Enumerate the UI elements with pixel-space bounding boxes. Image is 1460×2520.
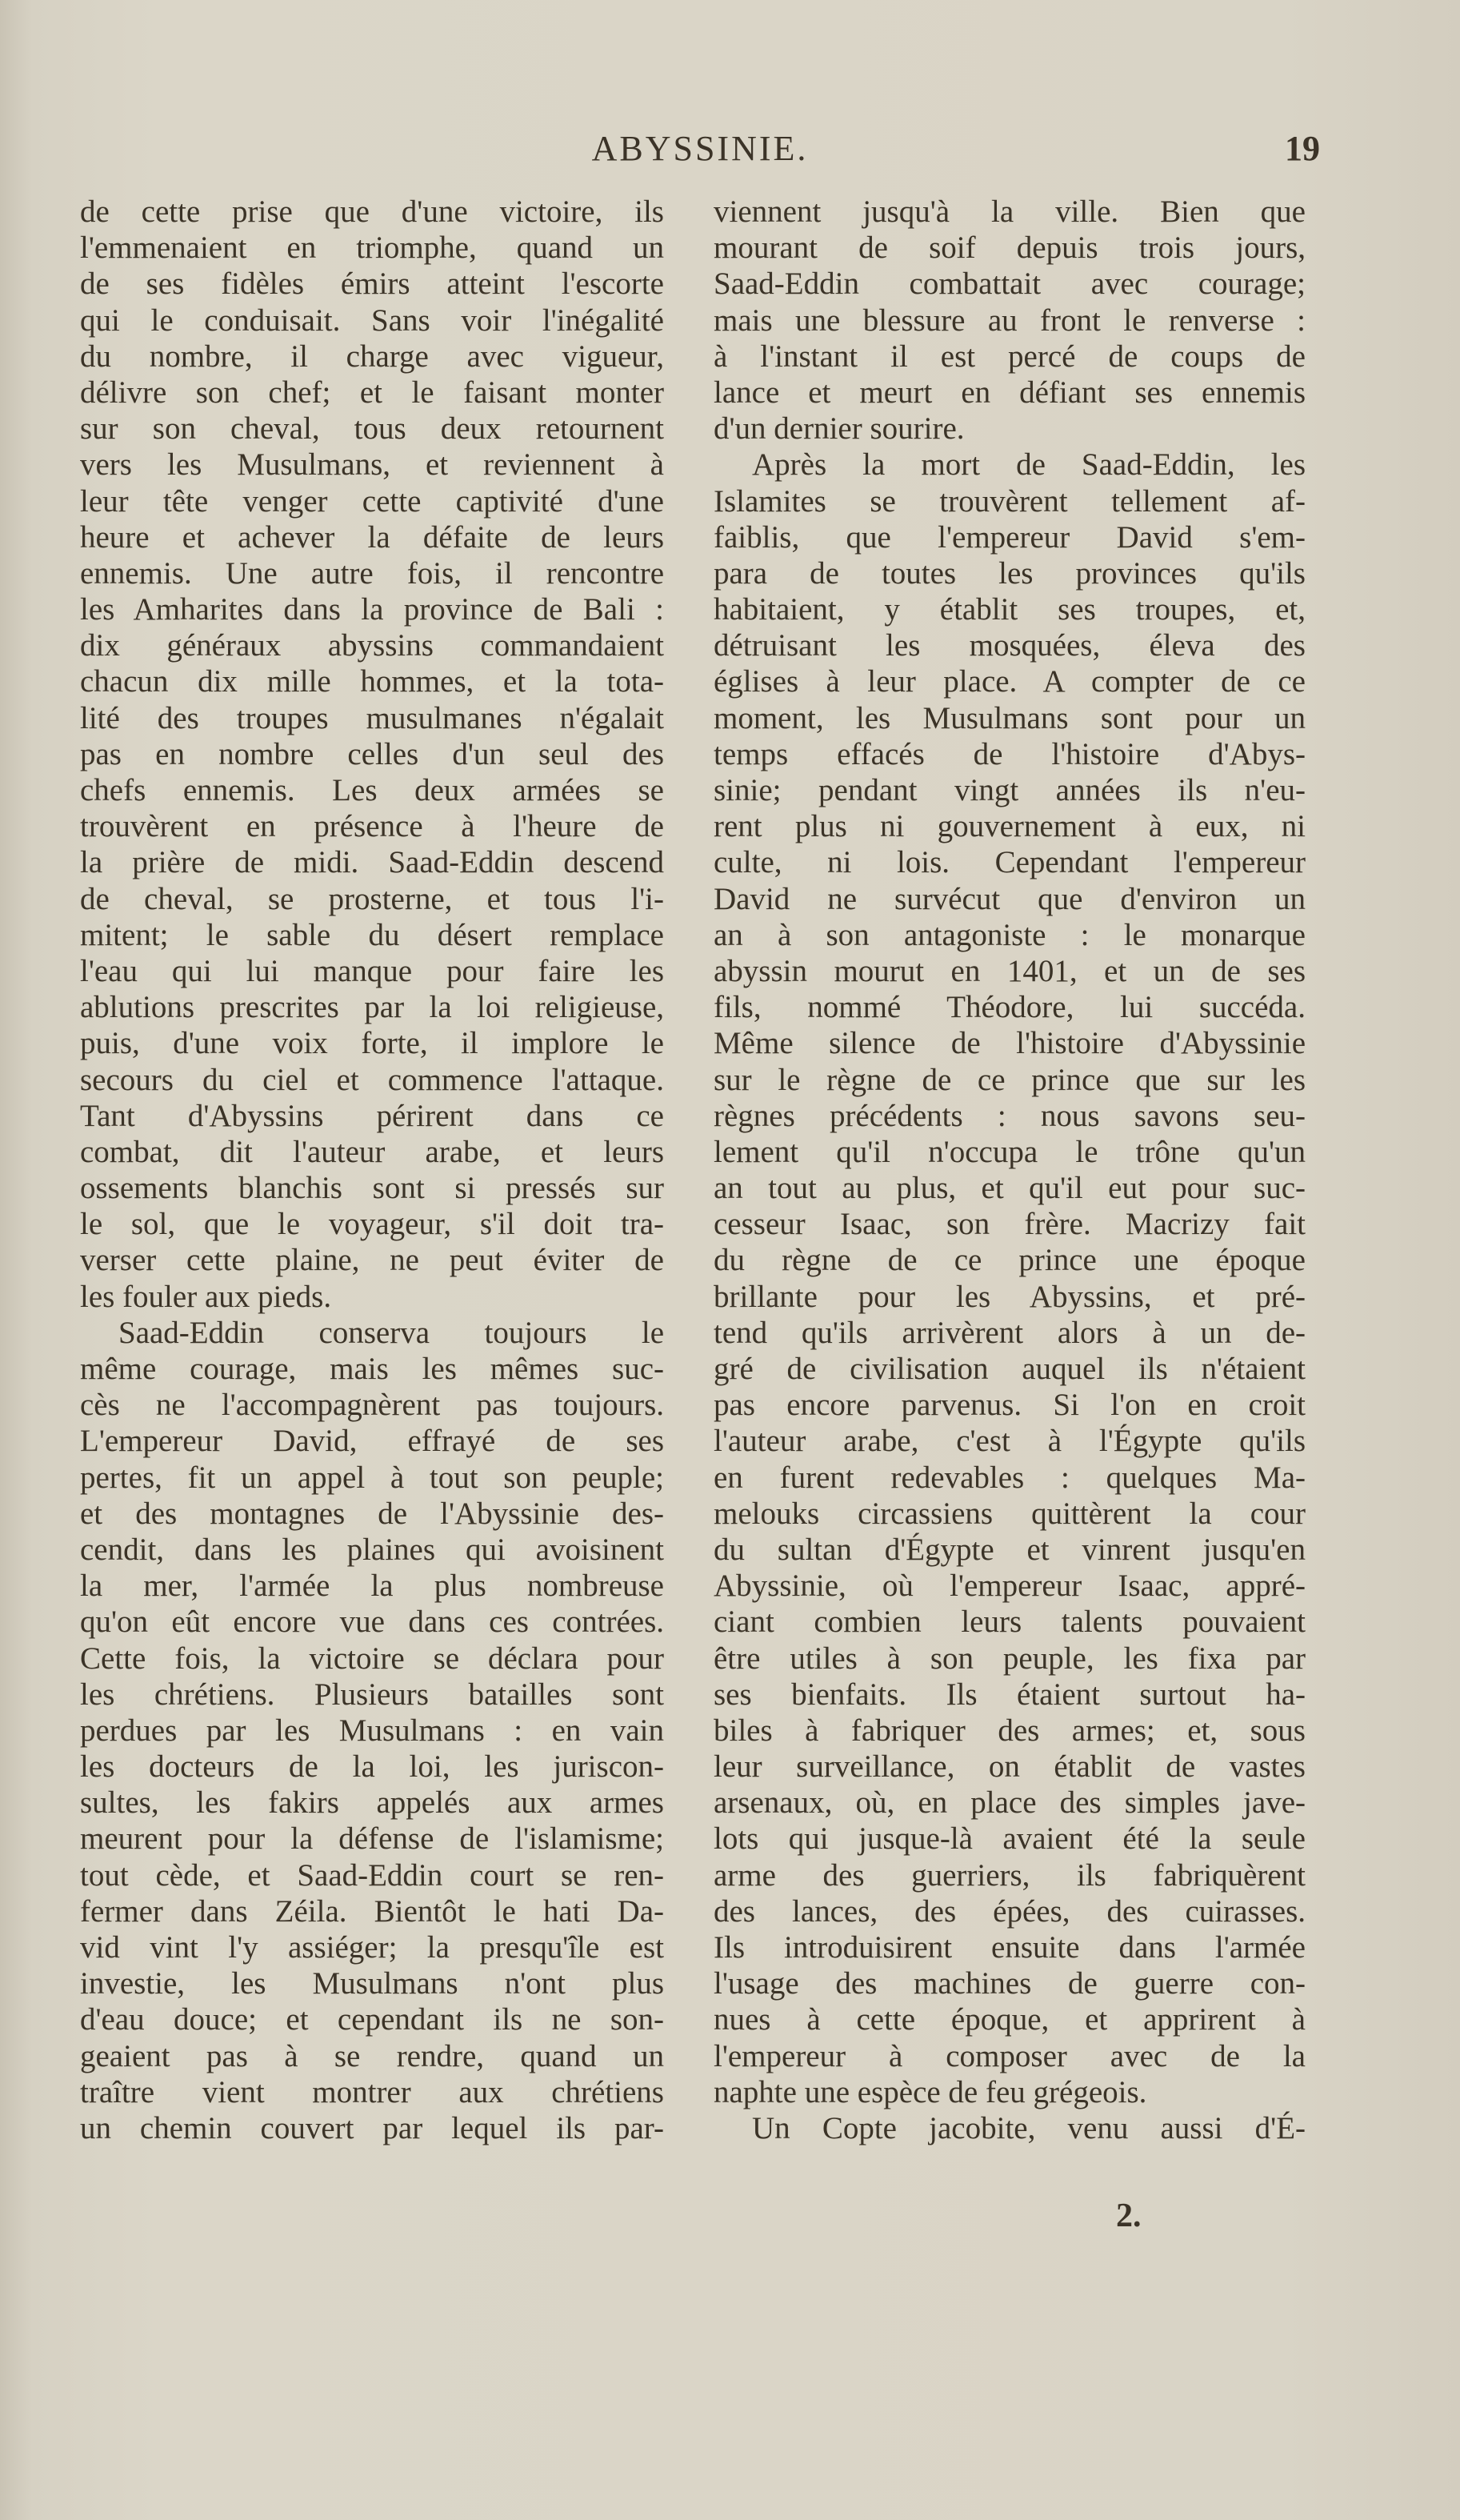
text-line: combat, dit l'auteur arabe, et leurs: [80, 1134, 664, 1169]
text-line: secours du ciel et commence l'attaque.: [80, 1062, 664, 1097]
text-line: ossements blanchis sont si pressés sur: [80, 1171, 664, 1206]
text-line: sultes, les fakirs appelés aux armes: [80, 1785, 664, 1821]
text-line: les fouler aux pieds.: [80, 1279, 332, 1314]
text-line: puis, d'une voix forte, il implore le: [80, 1026, 664, 1061]
text-line: an à son antagoniste : le monarque: [714, 917, 1306, 952]
text-line: Saad-Eddin combattait avec courage;: [714, 266, 1306, 302]
text-line: du nombre, il charge avec vigueur,: [80, 339, 664, 374]
paragraph: [714, 447, 1306, 2110]
text-line: an tout au plus, et qu'il eut pour suc-: [714, 1171, 1306, 1206]
text-line: pertes, fit un appel à tout son peuple;: [80, 1460, 664, 1495]
text-line: Cette fois, la victoire se déclara pour: [80, 1641, 664, 1676]
text-line: chefs ennemis. Les deux armées se: [80, 773, 664, 807]
text-line: lots qui jusque-là avaient été la seule: [714, 1821, 1306, 1857]
text-line: geaient pas à se rendre, quand un: [80, 2038, 664, 2073]
text-line: para de toutes les provinces qu'ils: [714, 555, 1306, 591]
text-line: de cette prise que d'une victoire, ils: [80, 194, 664, 229]
text-line: arsenaux, où, en place des simples jave-: [714, 1785, 1306, 1821]
text-line: lité des troupes musulmanes n'égalait: [80, 700, 664, 735]
text-line: qu'on eût encore vue dans ces contrées.: [80, 1605, 664, 1640]
paragraph: [80, 1315, 664, 2146]
text-line: l'eau qui lui manque pour faire les: [80, 953, 664, 988]
text-line: et des montagnes de l'Abyssinie des-: [80, 1496, 664, 1531]
text-line: L'empereur David, effrayé de ses: [80, 1424, 664, 1459]
text-line: gré de civilisation auquel ils n'étaient: [714, 1352, 1306, 1386]
text-line: fermer dans Zéila. Bientôt le hati Da-: [80, 1893, 664, 1929]
text-line: temps effacés de l'histoire d'Abys-: [714, 736, 1306, 771]
text-line: d'eau douce; et cependant ils ne son-: [80, 2002, 664, 2037]
text-line: trouvèrent en présence à l'heure de: [80, 809, 664, 844]
text-line: biles à fabriquer des armes; et, sous: [714, 1713, 1306, 1748]
text-line: vers les Musulmans, et reviennent à: [80, 447, 664, 483]
text-line: délivre son chef; et le faisant monter: [80, 375, 664, 410]
text-line: l'empereur à composer avec de la: [714, 2038, 1306, 2073]
running-title: ABYSSINIE.: [591, 129, 809, 168]
text-line: la prière de midi. Saad-Eddin descend: [80, 845, 664, 880]
text-line: qui le conduisait. Sans voir l'inégalité: [80, 302, 664, 338]
text-line: de ses fidèles émirs atteint l'escorte: [80, 266, 664, 302]
text-line: être utiles à son peuple, les fixa par: [714, 1641, 1306, 1676]
text-line: règnes précédents : nous savons seu-: [714, 1098, 1306, 1133]
text-line: cès ne l'accompagnèrent pas toujours.: [80, 1388, 664, 1423]
text-line: en furent redevables : quelques Ma-: [714, 1460, 1306, 1495]
text-line: les chrétiens. Plusieurs batailles sont: [80, 1677, 664, 1712]
text-line: cendit, dans les plaines qui avoisinent: [80, 1532, 664, 1567]
text-line: habitaient, y établit ses troupes, et,: [714, 592, 1306, 627]
text-line: moment, les Musulmans sont pour un: [714, 700, 1306, 735]
text-line: ciant combien leurs talents pouvaient: [714, 1605, 1306, 1640]
text-line: l'emmenaient en triomphe, quand un: [80, 230, 664, 266]
text-line: arme des guerriers, ils fabriquèrent: [714, 1857, 1306, 1893]
text-line: la mer, l'armée la plus nombreuse: [80, 1568, 664, 1604]
text-line: melouks circassiens quittèrent la cour: [714, 1496, 1306, 1531]
text-line: culte, ni lois. Cependant l'empereur: [714, 845, 1306, 880]
text-line: pas en nombre celles d'un seul des: [80, 736, 664, 771]
text-column-left: [80, 194, 664, 2146]
text-line: Abyssinie, où l'empereur Isaac, appré-: [714, 1568, 1306, 1604]
text-line: chacun dix mille hommes, et la tota-: [80, 664, 664, 699]
text-line: ablutions prescrites par la loi religieuse,: [80, 990, 664, 1025]
text-line: Après la mort de Saad-Eddin, les: [752, 447, 1306, 483]
text-line: vid vint l'y assiéger; la presqu'île est: [80, 1930, 664, 1965]
text-line: d'un dernier sourire.: [714, 411, 965, 447]
text-line: ennemis. Une autre fois, il rencontre: [80, 555, 664, 591]
text-line: cesseur Isaac, son frère. Macrizy fait: [714, 1207, 1306, 1242]
text-line: sinie; pendant vingt années ils n'eu-: [714, 773, 1306, 807]
text-line: les Amharites dans la province de Bali :: [80, 592, 664, 627]
text-line: de cheval, se prosterne, et tous l'i-: [80, 881, 664, 916]
paragraph: [714, 2110, 1306, 2146]
signature-mark: 2.: [1116, 2197, 1142, 2234]
text-line: pas encore parvenus. Si l'on en croit: [714, 1388, 1306, 1423]
text-line: Même silence de l'histoire d'Abyssinie: [714, 1026, 1306, 1061]
text-line: Ils introduisirent ensuite dans l'armée: [714, 1930, 1306, 1965]
text-line: leur tête venger cette captivité d'une: [80, 483, 664, 519]
text-line: verser cette plaine, ne peut éviter de: [80, 1243, 664, 1278]
text-line: Tant d'Abyssins périrent dans ce: [80, 1098, 664, 1133]
text-line: leur surveillance, on établit de vastes: [714, 1749, 1306, 1785]
text-line: nues à cette époque, et apprirent à: [714, 2002, 1306, 2037]
text-line: des lances, des épées, des cuirasses.: [714, 1893, 1306, 1929]
running-header: [80, 128, 1320, 176]
text-line: fils, nommé Théodore, lui succéda.: [714, 990, 1306, 1025]
text-line: meurent pour la défense de l'islamisme;: [80, 1821, 664, 1857]
text-line: abyssin mourut en 1401, et un de ses: [714, 953, 1306, 988]
text-line: sur le règne de ce prince que sur les: [714, 1062, 1306, 1097]
text-line: l'auteur arabe, c'est à l'Égypte qu'ils: [714, 1424, 1306, 1459]
text-line: un chemin couvert par lequel ils par-: [80, 2110, 664, 2145]
page-number: 19: [1285, 129, 1320, 168]
paragraph: [80, 194, 664, 1315]
text-line: Un Copte jacobite, venu aussi d'É-: [752, 2110, 1306, 2145]
text-line: mourant de soif depuis trois jours,: [714, 230, 1306, 266]
text-line: du règne de ce prince une époque: [714, 1243, 1306, 1278]
text-line: faiblis, que l'empereur David s'em-: [714, 519, 1306, 555]
text-line: David ne survécut que d'environ un: [714, 881, 1306, 916]
text-line: investie, les Musulmans n'ont plus: [80, 1966, 664, 2001]
text-line: ses bienfaits. Ils étaient surtout ha-: [714, 1677, 1306, 1712]
text-line: tout cède, et Saad-Eddin court se ren-: [80, 1857, 664, 1893]
text-line: rent plus ni gouvernement à eux, ni: [714, 809, 1306, 844]
text-line: églises à leur place. A compter de ce: [714, 664, 1306, 699]
text-line: brillante pour les Abyssins, et pré-: [714, 1279, 1306, 1314]
text-line: le sol, que le voyageur, s'il doit tra-: [80, 1207, 664, 1242]
text-line: mais une blessure au front le renverse :: [714, 302, 1306, 338]
text-line: tend qu'ils arrivèrent alors à un de-: [714, 1315, 1306, 1350]
paragraph: [714, 194, 1306, 447]
text-line: dix généraux abyssins commandaient: [80, 628, 664, 663]
text-line: à l'instant il est percé de coups de: [714, 339, 1306, 374]
text-column-right: [714, 194, 1306, 2146]
text-line: Islamites se trouvèrent tellement af-: [714, 483, 1306, 519]
text-line: viennent jusqu'à la ville. Bien que: [714, 194, 1306, 229]
text-line: Saad-Eddin conserva toujours le: [118, 1315, 664, 1350]
text-line: heure et achever la défaite de leurs: [80, 519, 664, 555]
text-line: même courage, mais les mêmes suc-: [80, 1352, 664, 1386]
text-line: traître vient montrer aux chrétiens: [80, 2074, 664, 2109]
text-line: lance et meurt en défiant ses ennemis: [714, 375, 1306, 410]
text-line: les docteurs de la loi, les juriscon-: [80, 1749, 664, 1785]
text-line: détruisant les mosquées, éleva des: [714, 628, 1306, 663]
text-line: du sultan d'Égypte et vinrent jusqu'en: [714, 1532, 1306, 1567]
text-line: mitent; le sable du désert remplace: [80, 917, 664, 952]
text-line: l'usage des machines de guerre con-: [714, 1966, 1306, 2001]
text-line: perdues par les Musulmans : en vain: [80, 1713, 664, 1748]
text-line: naphte une espèce de feu grégeois.: [714, 2074, 1147, 2109]
text-line: sur son cheval, tous deux retournent: [80, 411, 664, 447]
text-line: lement qu'il n'occupa le trône qu'un: [714, 1134, 1306, 1169]
